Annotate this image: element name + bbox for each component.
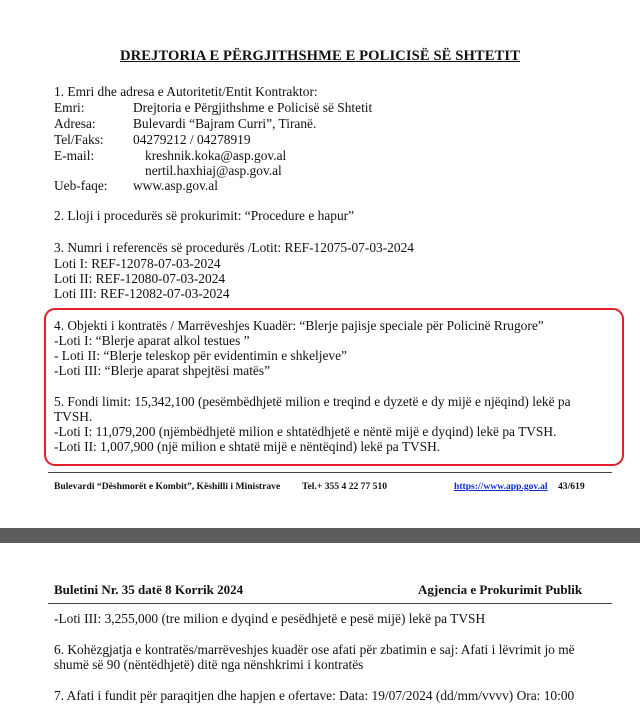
website-link[interactable]: www.asp.gov.al <box>133 178 218 193</box>
section5-line-2: TVSH. <box>54 409 93 424</box>
page-separator <box>0 528 640 543</box>
agency-header: Agjencia e Prokurimit Publik <box>418 582 583 597</box>
highlight-box <box>44 308 624 466</box>
section5-lot-1: -Loti I: 11,079,200 (njëmbëdhjetë milion e shtatëdhjetë e nëntë mijë e dyqind) lekë pa TVSH. <box>54 424 557 439</box>
field-label-address: Adresa: <box>54 116 96 131</box>
section5-lot-2: -Loti II: 1,007,900 (një milion e shtatë mijë e nëntëqind) lekë pa TVSH. <box>54 439 441 454</box>
page2-header-divider <box>48 603 612 604</box>
section6-line-1: 6. Kohëzgjatja e kontratës/marrëveshjes kuadër ose afati për zbatimin e saj: Afati i lëvrimit jo më <box>54 642 575 657</box>
footer-address: Bulevardi “Dëshmorët e Kombit”, Këshilli i Ministrave <box>54 481 281 492</box>
field-label-name: Emri: <box>54 100 85 115</box>
field-label-website: Ueb-faqe: <box>54 178 108 193</box>
page2-lot-3: -Loti III: 3,255,000 (tre milion e dyqind e pesëdhjetë e pesë mijë) lekë pa TVSH <box>54 611 486 626</box>
section3-lot-1: Loti I: REF-12078-07-03-2024 <box>54 256 221 271</box>
section3-heading: 3. Numri i referencës së procedurës /Lotit: REF-12075-07-03-2024 <box>54 240 414 255</box>
section7-text: 7. Afati i fundit për paraqitjen dhe hapjen e ofertave: Data: 19/07/2024 (dd/mm/vvvv) Ora: 10:00 <box>54 688 575 703</box>
section4-lot-3: -Loti III: “Blerje aparat shpejtësi matës” <box>54 363 271 378</box>
field-label-email: E-mail: <box>54 148 95 163</box>
footer-url-link[interactable]: https://www.app.gov.al <box>454 481 548 492</box>
footer-phone: Tel.+ 355 4 22 77 510 <box>302 481 388 492</box>
bulletin-header: Buletini Nr. 35 datë 8 Korrik 2024 <box>54 582 244 597</box>
section3-lot-2: Loti II: REF-12080-07-03-2024 <box>54 271 226 286</box>
section1-heading: 1. Emri dhe adresa e Autoritetit/Entit Kontraktor: <box>54 84 318 99</box>
footer-page-number: 43/619 <box>558 481 585 492</box>
email-link-2[interactable]: nertil.haxhiaj@asp.gov.al <box>145 163 282 178</box>
email-link-1[interactable]: kreshnik.koka@asp.gov.al <box>145 148 287 163</box>
section4-lot-1: -Loti I: “Blerje aparat alkol testues ” <box>54 333 250 348</box>
footer-divider <box>48 472 612 473</box>
section6-line-2: shumë së 90 (nëntëdhjetë) ditë nga nënshkrimi i kontratës <box>54 657 364 672</box>
section3-lot-3: Loti III: REF-12082-07-03-2024 <box>54 286 230 301</box>
field-value-phone: 04279212 / 04278919 <box>133 132 251 147</box>
field-value-address: Bulevardi “Bajram Curri”, Tiranë. <box>133 116 317 131</box>
field-value-name: Drejtoria e Përgjithshme e Policisë së Shtetit <box>133 100 373 115</box>
section4-heading: 4. Objekti i kontratës / Marrëveshjes Kuadër: “Blerje pajisje speciale për Policinë Rrugore” <box>54 318 544 333</box>
section4-lot-2: - Loti II: “Blerje teleskop për evidentimin e shkeljeve” <box>54 348 347 363</box>
field-label-phone: Tel/Faks: <box>54 132 104 147</box>
section2-text: 2. Lloji i procedurës së prokurimit: “Procedure e hapur” <box>54 208 355 223</box>
page-title: DREJTORIA E PËRGJITHSHME E POLICISË SË SHTETIT <box>119 48 521 64</box>
section5-line-1: 5. Fondi limit: 15,342,100 (pesëmbëdhjetë milion e treqind e dyzetë e dy mijë e njëqind) lekë pa <box>54 394 571 409</box>
